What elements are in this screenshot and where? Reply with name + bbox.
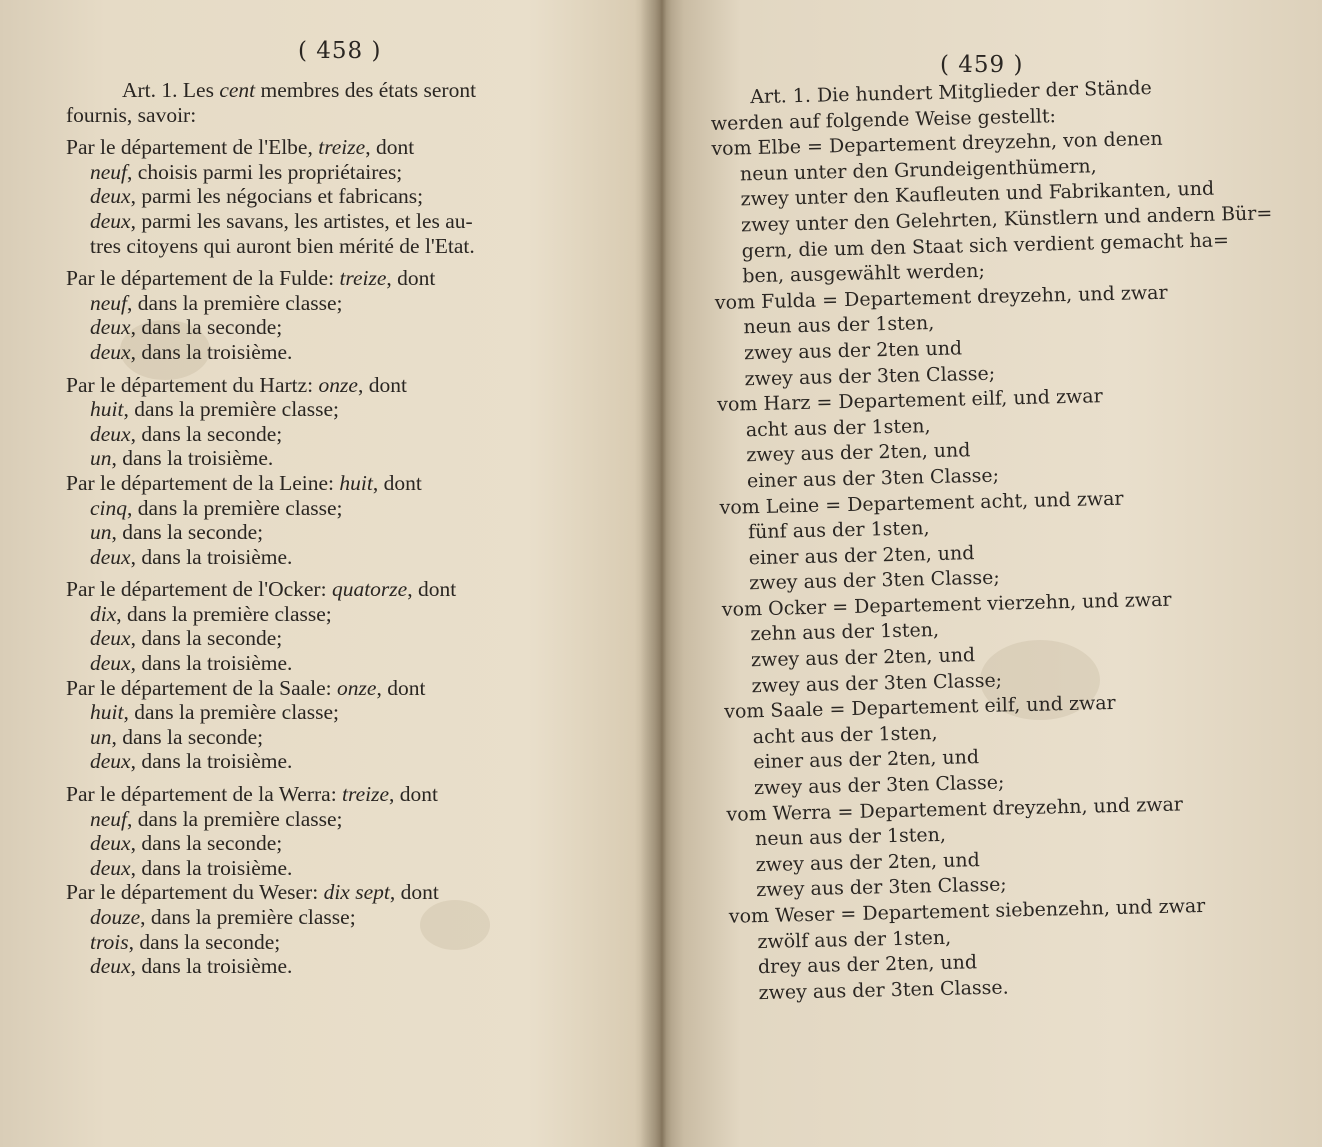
article-line: fournis, savoir: xyxy=(66,102,197,127)
department-line-elbe: Par le département de l'Elbe, treize, dont xyxy=(66,135,415,160)
article-line: werden auf folgende Weise gestellt: xyxy=(710,104,1057,135)
class-line: zwey aus der 3ten Classe; xyxy=(751,669,1003,697)
department-line-fulda: vom Fulda = Departement dreyzehn, und zwar xyxy=(714,281,1168,314)
class-line: cinq, dans la première classe; xyxy=(90,495,343,520)
class-line: deux, parmi les négocians et fabricans; xyxy=(90,184,424,209)
class-line: deux, dans la troisième. xyxy=(90,749,293,774)
department-line-leine: vom Leine = Departement acht, und zwar xyxy=(719,487,1124,519)
class-line: zwey unter den Kaufleuten und Fabrikanten, und xyxy=(740,177,1215,211)
class-line: zwey aus der 2ten, und xyxy=(750,644,976,672)
class-line: deux, dans la troisième. xyxy=(90,855,293,880)
german-text xyxy=(710,73,1291,1007)
class-line: deux, dans la seconde; xyxy=(90,626,283,651)
class-line: huit, dans la première classe; xyxy=(90,397,339,422)
class-line: fünf aus der 1sten, xyxy=(747,517,930,544)
class-line: dix, dans la première classe; xyxy=(90,601,332,626)
left-page xyxy=(0,0,660,1147)
class-line: deux, dans la troisième. xyxy=(90,954,293,979)
class-line: deux, parmi les savans, les artistes, et les au- xyxy=(90,208,473,233)
class-line: trois, dans la seconde; xyxy=(90,929,281,954)
department-line-weser: Par le département du Weser: dix sept, dont xyxy=(66,880,439,905)
class-line: huit, dans la première classe; xyxy=(90,700,339,725)
department-line-hartz: Par le département du Hartz: onze, dont xyxy=(66,372,407,397)
class-line: zwey aus der 2ten, und xyxy=(746,439,971,467)
article-line: Art. 1. Les cent membres des états seront xyxy=(122,78,477,102)
department-line-weser: vom Weser = Departement siebenzehn, und zwar xyxy=(728,894,1206,928)
department-line-leine: Par le département de la Leine: huit, dont xyxy=(66,470,422,495)
class-line: acht aus der 1sten, xyxy=(752,721,938,749)
department-line-ocker: vom Ocker = Departement vierzehn, und zwar xyxy=(721,588,1172,621)
class-line: zwey unter den Gelehrten, Künstlern und andern Bür= xyxy=(740,202,1273,237)
class-line: acht aus der 1sten, xyxy=(745,414,931,441)
class-line: deux, dans la troisième. xyxy=(90,544,293,569)
page-number-right: ( 459 ) xyxy=(940,52,1024,78)
class-line: zwey aus der 3ten Classe. xyxy=(758,976,1009,1004)
class-line: deux, dans la seconde; xyxy=(90,315,283,340)
class-line: zwey aus der 2ten und xyxy=(743,337,963,365)
department-line-fulde: Par le département de la Fulde: treize, dont xyxy=(66,266,436,291)
class-line: deux, dans la seconde; xyxy=(90,831,283,856)
class-line: douze, dans la première classe; xyxy=(90,905,356,929)
french-text xyxy=(60,78,620,979)
class-line: neuf, dans la première classe; xyxy=(90,290,343,315)
class-line: deux, dans la troisième. xyxy=(90,339,293,364)
class-line: einer aus der 2ten, und xyxy=(753,746,980,774)
department-line-saale: vom Saale = Departement eilf, und zwar xyxy=(723,692,1116,724)
department-line-werra: Par le département de la Werra: treize, dont xyxy=(66,782,438,807)
class-line: neuf, dans la première classe; xyxy=(90,806,343,831)
department-line-saale: Par le département de la Saale: onze, dont xyxy=(66,675,426,700)
department-line-werra: vom Werra = Departement dreyzehn, und zwar xyxy=(726,793,1184,826)
department-line-elbe: vom Elbe = Departement dreyzehn, von denen xyxy=(711,127,1163,161)
department-line-ocker: Par le département de l'Ocker: quatorze, dont xyxy=(66,577,457,602)
class-line: neuf, choisis parmi les propriétaires; xyxy=(90,159,403,184)
class-line: drey aus der 2ten, und xyxy=(757,951,978,979)
class-line: tres citoyens qui auront bien mérité de l'Etat. xyxy=(90,233,475,258)
class-line: un, dans la seconde; xyxy=(90,520,264,545)
class-line: ben, ausgewählt werden; xyxy=(742,259,986,288)
class-line: einer aus der 2ten, und xyxy=(748,541,975,569)
class-line: neun aus der 1sten, xyxy=(743,312,935,339)
article-line: Art. 1. Die hundert Mitglieder der Stände xyxy=(750,76,1152,109)
class-line: zwey aus der 3ten Classe; xyxy=(749,566,1000,595)
class-line: deux, dans la seconde; xyxy=(90,421,283,446)
class-line: zwey aus der 3ten Classe; xyxy=(744,362,996,390)
class-line: un, dans la seconde; xyxy=(90,724,264,749)
class-line: zwey aus der 2ten, und xyxy=(755,848,980,876)
class-line: neun unter den Grundeigenthümern, xyxy=(739,155,1097,186)
class-line: einer aus der 3ten Classe; xyxy=(746,464,1000,493)
class-line: deux, dans la troisième. xyxy=(90,651,293,676)
page-number-left: ( 458 ) xyxy=(298,38,382,64)
class-line: zwey aus der 3ten Classe; xyxy=(753,771,1005,800)
class-line: un, dans la troisième. xyxy=(90,446,274,471)
class-line: zwölf aus der 1sten, xyxy=(757,926,952,953)
class-line: zehn aus der 1sten, xyxy=(750,619,940,646)
class-line: zwey aus der 3ten Classe; xyxy=(756,873,1007,902)
class-line: neun aus der 1sten, xyxy=(754,824,947,851)
class-line: gern, die um den Staat sich verdient gemacht ha= xyxy=(741,228,1230,262)
department-line-harz: vom Harz = Departement eilf, und zwar xyxy=(716,385,1103,417)
